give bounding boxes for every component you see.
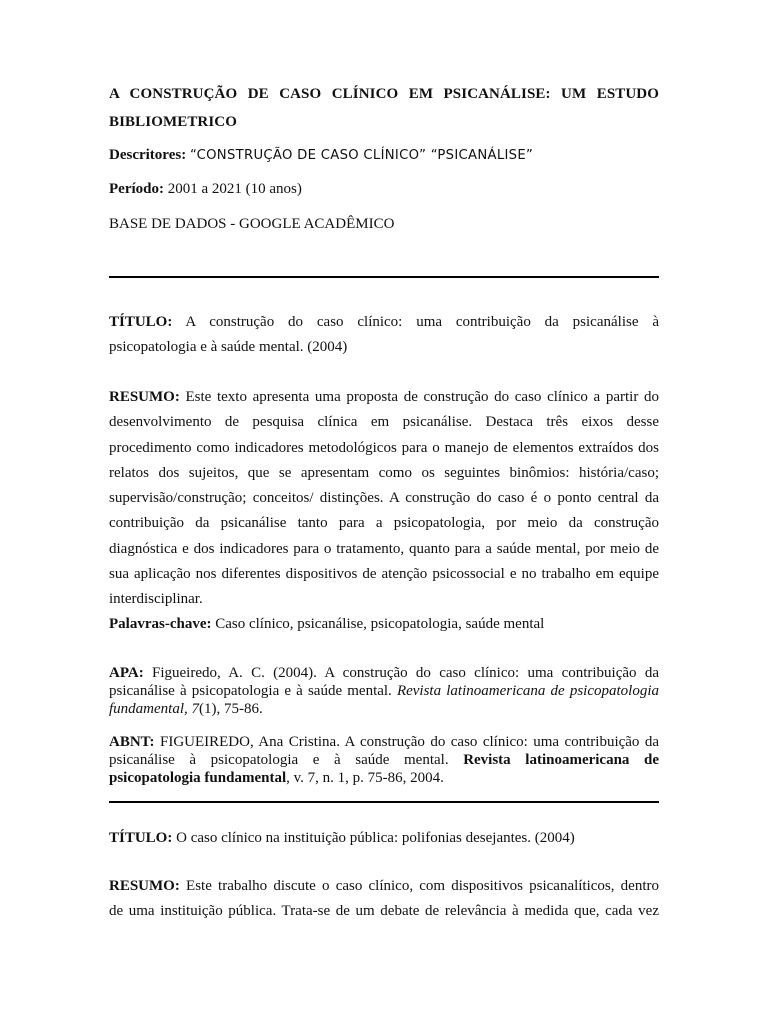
entry2-titulo-value: O caso clínico na instituição pública: polifonias desejantes. (2004) [176,830,575,846]
abnt-journal-cont: psicopatologia fundamental [109,770,287,786]
entry1-resumo-line: contribuição da psicanálise tanto para a psicopatologia, por meio da construção [109,515,659,532]
section-divider [109,801,659,803]
descritores-label: Descritores: [109,147,187,163]
abnt-label: ABNT: [109,734,155,750]
abnt-line-2: psicanálise à psicopatologia e à saúde mental. [109,752,449,768]
document-title-line-1: A CONSTRUÇÃO DE CASO CLÍNICO EM PSICANÁLISE: UM ESTUDO [109,86,659,102]
descritores-value: “CONSTRUÇÃO DE CASO CLÍNICO” “PSICANÁLISE” [189,148,534,163]
periodo-line [109,179,659,199]
apa-journal-cont: fundamental [109,701,184,717]
entry2-titulo-label: TÍTULO: [109,830,173,846]
entry1-palavras-value: Caso clínico, psicanálise, psicopatologia, saúde mental [215,616,545,632]
document-title-line-2: BIBLIOMETRICO [109,114,237,130]
entry1-titulo [109,310,659,361]
entry1-palavras-label: Palavras-chave: [109,616,212,632]
apa-rest: (1), 75-86. [199,701,263,717]
abnt-rest: , v. 7, n. 1, p. 75-86, 2004. [286,770,444,786]
entry1-resumo-line: Este texto apresenta uma proposta de construção do caso clínico a partir do [185,389,659,405]
entry1-resumo-line: supervisão/construção; conceitos/ distinções. A construção do caso é o ponto central da [109,490,659,507]
entry1-titulo-line-2: psicopatologia e à saúde mental. (2004) [109,339,348,356]
entry1-resumo-line: sua aplicação nos diferentes dispositivos de atenção psicossocial e no trabalho em equipe [109,566,659,583]
apa-line-1: Figueiredo, A. C. (2004). A construção do caso clínico: uma contribuição da [152,665,659,681]
base-de-dados: BASE DE DADOS - GOOGLE ACADÊMICO [109,216,395,232]
document-title [109,80,659,136]
descritores-line [109,145,659,166]
entry1-resumo-line: desenvolvimento de pesquisa clínica em psicanálise. Destaca três eixos desse [109,414,659,431]
entry1-titulo-label: TÍTULO: [109,314,173,330]
entry2-titulo [109,828,659,848]
abnt-line-1: FIGUEIREDO, Ana Cristina. A construção do caso clínico: uma contribuição da [159,734,659,750]
entry1-resumo-line: diagnóstica e dos indicadores para o tratamento, quanto para a saúde mental, por meio de [109,540,659,557]
entry1-palavras-chave [109,614,659,634]
entry1-abnt-citation [109,733,659,787]
entry2-resumo-label: RESUMO: [109,878,180,894]
entry1-resumo-line: relatos dos sujeitos, que se apresentam como os seguintes binômios: história/caso; [109,464,659,481]
periodo-value: 2001 a 2021 (10 anos) [167,181,302,197]
entry1-apa-citation [109,664,659,718]
apa-line-2: psicanálise à psicopatologia e à saúde mental. [109,683,392,699]
entry1-resumo-label: RESUMO: [109,389,180,405]
entry2-resumo-line: de uma instituição pública. Trata-se de um debate de relevância à medida que, cada vez [109,903,659,920]
entry1-titulo-line-1: A construção do caso clínico: uma contribuição da psicanálise à [185,314,659,330]
entry2-resumo-line: Este trabalho discute o caso clínico, com dispositivos psicanalíticos, dentro [186,878,660,894]
apa-journal: Revista latinoamericana de psicopatologia [396,683,659,699]
apa-volume: 7 [191,701,199,717]
apa-separator: , [184,701,192,717]
apa-label: APA: [109,665,144,681]
entry1-resumo-line: procedimento como indicadores metodológicos para o manejo de elementos extraídos dos [109,439,659,456]
entry1-resumo [109,385,659,613]
entry2-resumo [109,874,659,925]
abnt-journal: Revista latinoamericana de [463,752,660,768]
section-divider [109,276,659,278]
entry1-resumo-line: interdisciplinar. [109,591,203,608]
periodo-label: Período: [109,181,164,197]
